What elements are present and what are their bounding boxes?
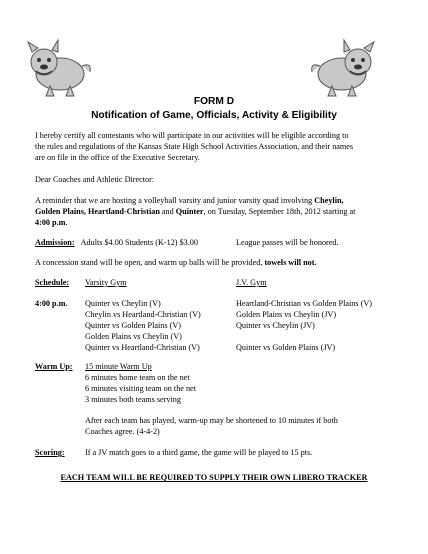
- certify-line-1: I hereby certify all contestants who will participate in our activities will be eligible according to: [35, 131, 349, 140]
- admission-label: Admission:: [35, 238, 75, 247]
- varsity-game: Quinter vs Golden Plains (V): [85, 321, 181, 330]
- reminder-line-2: [35, 206, 355, 218]
- varsity-game: Quinter vs Cheylin (V): [85, 299, 161, 308]
- form-id: FORM D: [193, 96, 235, 107]
- warmup-label: Warm Up:: [35, 362, 73, 371]
- towels-note: towels will not.: [264, 258, 317, 267]
- jv-game: Golden Plains vs Cheylin (JV): [236, 310, 337, 319]
- jv-game: Quinter vs Golden Plains (JV): [236, 343, 336, 352]
- concession-line: [35, 257, 317, 269]
- team-cheylin: Cheylin,: [314, 196, 344, 205]
- bulldog-logo-right: [308, 36, 378, 98]
- admission-note: League passes will be honored.: [236, 238, 339, 247]
- teams-bold-a: Golden Plains, Heartland-Christian: [35, 207, 160, 216]
- libero-tracker-notice: EACH TEAM WILL BE REQUIRED TO SUPPLY THEIR OWN LIBERO TRACKER: [60, 473, 368, 482]
- concession-text: A concession stand will be open, and warm up balls will be provided,: [35, 258, 265, 267]
- reminder-text: A reminder that we are hosting a volleyball varsity and junior varsity quad involving: [35, 196, 315, 205]
- schedule-time: 4:00 p.m.: [35, 299, 68, 308]
- form-title: Notification of Game, Officials, Activity & Eligibility: [91, 110, 337, 121]
- scoring-text: If a JV match goes to a third game, the game will be played to 15 pts.: [85, 448, 313, 457]
- certify-line-2: the rules and regulations of the Kansas State High School Activities Association, and their names: [35, 142, 354, 151]
- admission-prices: Adults $4.00 Students (K-12) $3.00: [80, 238, 198, 247]
- jv-game: Quinter vs Cheylin (JV): [236, 321, 315, 330]
- varsity-game: Cheylin vs Heartland-Christian (V): [85, 310, 201, 319]
- certify-line-3: are on file in the office of the Executive Secretary.: [35, 153, 200, 162]
- warmup-item: 3 minutes both teams serving: [85, 395, 181, 404]
- varsity-game: Quinter vs Heartland-Christian (V): [85, 343, 200, 352]
- varsity-gym-header: Varsity Gym: [85, 278, 127, 287]
- reminder-date: , on Tuesday, September 18th, 2012 starting at: [203, 207, 356, 216]
- jv-game: Heartland-Christian vs Golden Plains (V): [236, 299, 372, 308]
- warmup-note-line-2: Coaches agree. (4-4-2): [85, 427, 160, 436]
- start-time: 4:00 p.m: [35, 218, 66, 227]
- reminder-and: and: [159, 207, 176, 216]
- reminder-line-1: [35, 195, 344, 207]
- schedule-label: Schedule:: [35, 278, 70, 287]
- salutation: Dear Coaches and Athletic Director:: [35, 175, 155, 184]
- scoring-label: Scoring:: [35, 448, 65, 457]
- reminder-line-3: [35, 217, 68, 229]
- varsity-game: Golden Plains vs Cheylin (V): [85, 332, 182, 341]
- warmup-item: 6 minutes home team on the net: [85, 373, 190, 382]
- jv-gym-header: J.V. Gym: [236, 278, 267, 287]
- warmup-item: 6 minutes visiting team on the net: [85, 384, 196, 393]
- team-quinter: Quinter: [175, 207, 204, 216]
- reminder-period: .: [65, 218, 68, 227]
- warmup-title: 15 minute Warm Up: [85, 362, 152, 371]
- warmup-note-line-1: After each team has played, warm-up may be shortened to 10 minutes if both: [85, 416, 338, 425]
- admission-row: [35, 237, 198, 249]
- bulldog-logo-left: [24, 36, 94, 98]
